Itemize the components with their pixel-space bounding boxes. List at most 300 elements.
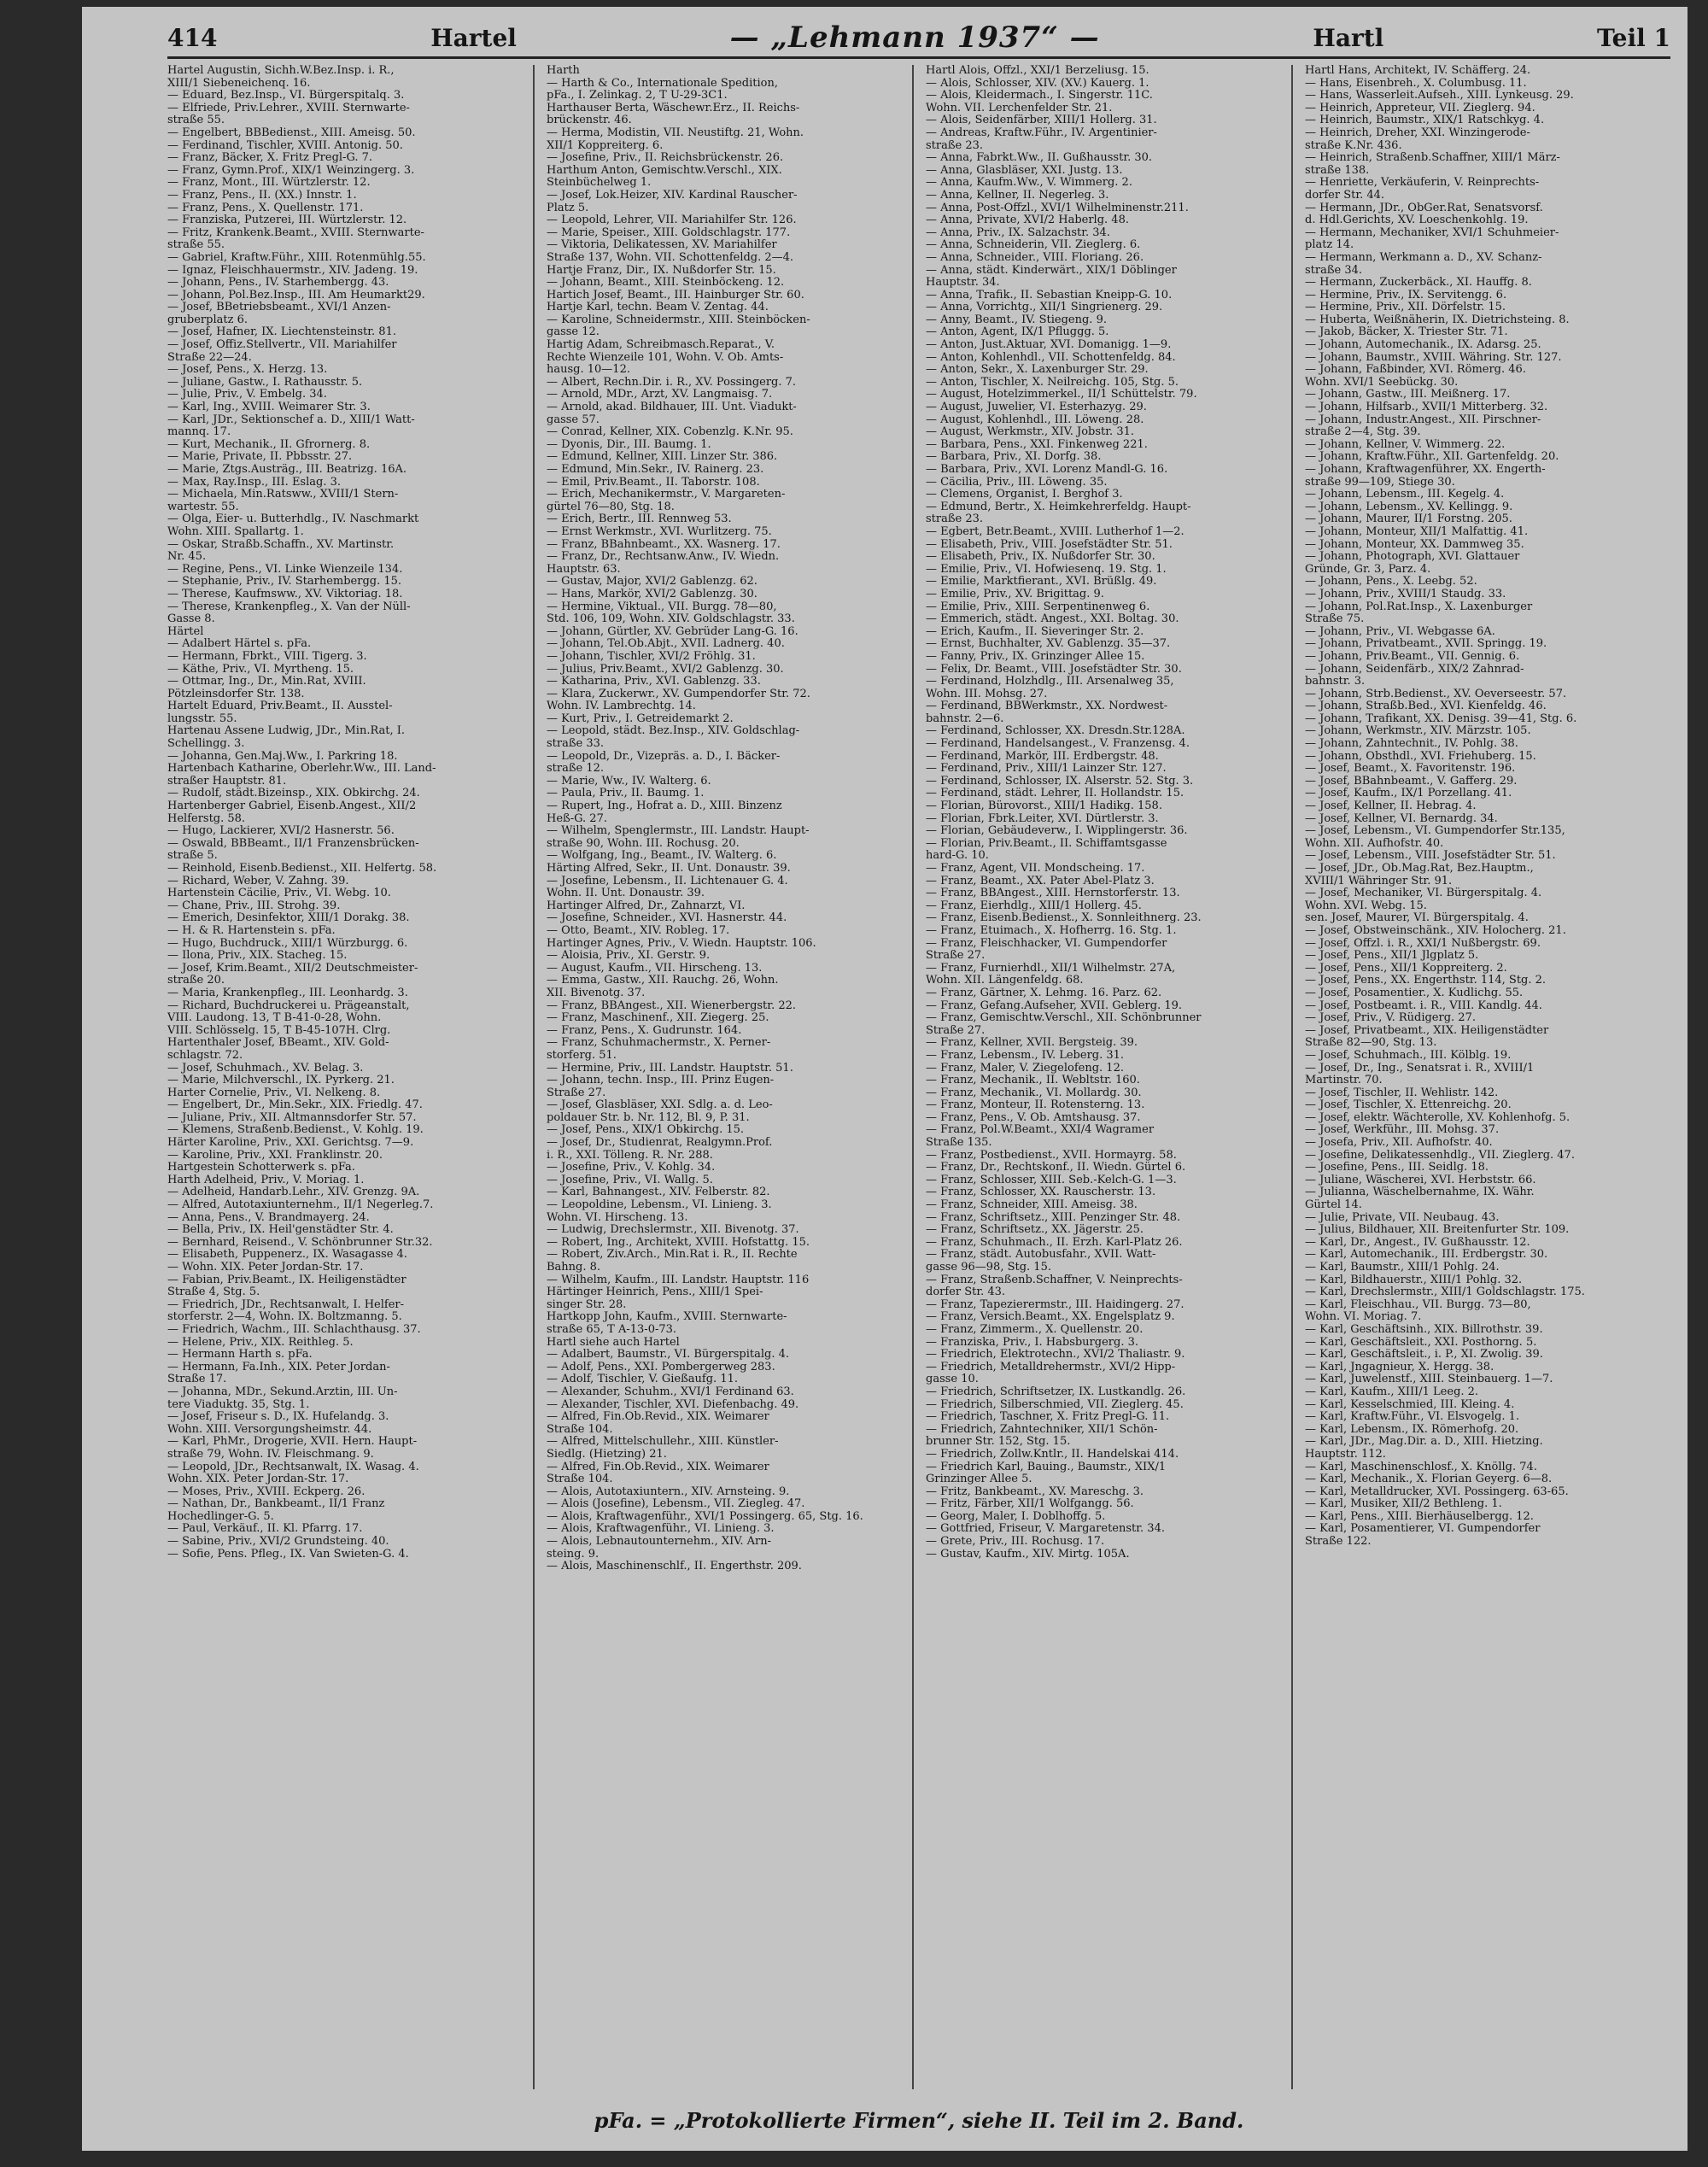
directory-entry: — Johann, Kellner, V. Wimmerg. 22. <box>1305 438 1506 451</box>
directory-entry: Hartkopp John, Kaufm., XVIII. Sternwarte- <box>547 1311 787 1324</box>
directory-entry: — Gustav, Major, XVI/2 Gablenzg. 62. <box>547 576 757 589</box>
directory-entry: Harth Adelheid, Priv., V. Moriag. 1. <box>167 1174 365 1186</box>
directory-entry: — Franz, Schriftsetz., XIII. Penzinger Str. 48. <box>926 1211 1181 1224</box>
directory-entry: — Josef, Glasbläser, XXI. Sdlg. a. d. Leo- <box>547 1099 773 1112</box>
directory-entry: — Dyonis, Dir., III. Baumg. 1. <box>547 438 711 451</box>
directory-entry: — Maria, Krankenpfleg., III. Leonhardg. 3. <box>167 987 408 999</box>
directory-entry: — Paula, Priv., II. Baumg. 1. <box>547 788 705 800</box>
directory-entry: — Josefine, Pens., III. Seidlg. 18. <box>1305 1162 1489 1174</box>
directory-entry: — Josef, Schuhmach., XV. Belag. 3. <box>167 1062 364 1075</box>
page-number: 414 <box>167 23 218 52</box>
directory-entry: — Johann, Tel.Ob.Abjt., XVII. Ladnerg. 40. <box>547 638 785 651</box>
directory-entry: — Rupert, Ing., Hofrat a. D., XIII. Binzenz <box>547 800 782 813</box>
directory-entry: — Edmund, Kellner, XIII. Linzer Str. 386. <box>547 451 778 464</box>
directory-entry: — Marie, Private, II. Pbbsstr. 27. <box>167 451 353 464</box>
directory-entry: VIII. Schlösselg. 15, T B-45-107H. Clrg. <box>167 1024 391 1037</box>
directory-entry: straße 34. <box>1305 264 1363 277</box>
directory-entry: — Cäcilia, Priv., III. Löweng. 35. <box>926 476 1108 489</box>
directory-entry: — Karl, Bildhauerstr., XIII/1 Pohlg. 32. <box>1305 1274 1523 1286</box>
directory-entry: singer Str. 28. <box>547 1298 627 1311</box>
directory-entry: Straße 27. <box>926 1024 986 1037</box>
directory-entry: — Fritz, Bankbeamt., XV. Mareschg. 3. <box>926 1485 1144 1498</box>
directory-entry: — Johann, Pol.Rat.Insp., X. Laxenburger <box>1305 600 1533 613</box>
directory-entry: — Johann, Gastw., III. Meißnerg. 17. <box>1305 389 1511 401</box>
directory-entry: Nr. 45. <box>167 551 207 564</box>
directory-entry: — Gabriel, Kraftw.Führ., XIII. Rotenmühlg.55. <box>167 251 426 264</box>
directory-entry: — Hermann, Fa.Inh., XIX. Peter Jordan- <box>167 1361 390 1373</box>
directory-entry: Hochedlinger-G. 5. <box>167 1510 274 1523</box>
directory-entry: — Josef, elektr. Wächterolle, XV. Kohlenhofg. 5. <box>1305 1111 1571 1124</box>
directory-entry: — Johann, Industr.Angest., XII. Pirschner- <box>1305 413 1541 426</box>
directory-entry: — Erich, Bertr., III. Rennweg 53. <box>547 513 732 526</box>
directory-entry: — Katharina, Priv., XVI. Gablenzg. 33. <box>547 676 761 688</box>
directory-entry: Wohn. XVI/1 Seebückg. 30. <box>1305 376 1459 389</box>
directory-entry: — Karl, Geschäftsleit., i. P., XI. Zwolig. 39. <box>1305 1349 1543 1362</box>
directory-entry: — Ernst, Buchhalter, XV. Gablenzg. 35—37. <box>926 638 1171 651</box>
directory-entry: — Herma, Modistin, VII. Neustiftg. 21, Wohn. <box>547 126 804 139</box>
directory-entry: — Josef, Obstweinschänk., XIV. Holocherg. 21. <box>1305 924 1566 937</box>
directory-entry: Hartich Josef, Beamt., III. Hainburger Str. 60. <box>547 289 804 302</box>
directory-entry: — Erich, Kaufm., II. Sieveringer Str. 2. <box>926 625 1144 638</box>
directory-entry: — Wilhelm, Spenglermstr., III. Landstr. Haupt- <box>547 825 810 838</box>
directory-entry: — Ferdinand, Priv., XIII/1 Lainzer Str. 127. <box>926 763 1167 776</box>
directory-entry: — Friedrich, Taschner, X. Fritz Pregl-G. 11. <box>926 1411 1170 1424</box>
directory-entry: Wohn. XII. Aufhofstr. 40. <box>1305 837 1444 850</box>
directory-entry: — Alfred, Mittelschullehr., XIII. Künstler- <box>547 1436 779 1449</box>
directory-entry: — Josef, Friseur s. D., IX. Hufelandg. 3. <box>167 1411 389 1424</box>
directory-entry: — Fritz, Färber, XII/1 Wolfgangg. 56. <box>926 1498 1134 1511</box>
directory-entry: — Anna, Fabrkt.Ww., II. Gußhausstr. 30. <box>926 152 1153 165</box>
directory-entry: — Leopold, Lehrer, VII. Mariahilfer Str. 126. <box>547 214 797 227</box>
column-2 <box>547 65 914 2089</box>
directory-entry: Hartje Karl, techn. Beam V. Zentag. 44. <box>547 302 769 314</box>
directory-entry: straße 55. <box>167 239 225 252</box>
directory-entry: — Josef, Werkführ., III. Mohsg. 37. <box>1305 1124 1500 1137</box>
directory-entry: — Karl, Maschinenschlosf., X. Knöllg. 74. <box>1305 1461 1537 1473</box>
directory-entry: — Edmund, Bertr., X. Heimkehrerfeldg. Haupt- <box>926 501 1191 513</box>
directory-entry: Wohn. VI. Moriag. 7. <box>1305 1311 1422 1324</box>
directory-entry: Härter Karoline, Priv., XXI. Gerichtsg. 7—9. <box>167 1137 414 1150</box>
directory-entry: — Anna, Pens., V. Brandmayerg. 24. <box>167 1211 370 1224</box>
directory-entry: — Leopold, städt. Bez.Insp., XIV. Goldschlag- <box>547 725 800 738</box>
directory-entry: — Karl, Bahnangest., XIV. Felberstr. 82. <box>547 1186 770 1199</box>
directory-entry: Grinzinger Allee 5. <box>926 1473 1032 1486</box>
directory-entry: — Josefine, Priv., V. Kohlg. 34. <box>547 1162 716 1174</box>
directory-entry: — Andreas, Kraftw.Führ., IV. Argentinier- <box>926 126 1157 139</box>
directory-entry: — Franz, Pens., X. Quellenstr. 171. <box>167 202 364 214</box>
directory-entry: Straße 75. <box>1305 613 1365 626</box>
directory-entry: — Karl, Baumstr., XIII/1 Pohlg. 24. <box>1305 1262 1500 1274</box>
directory-entry: — Ferdinand, Schlosser, IX. Alserstr. 52. Stg. 3. <box>926 775 1194 788</box>
directory-entry: — Anna, Schneiderin, VII. Zieglerg. 6. <box>926 239 1141 252</box>
directory-entry: — Marie, Ztgs.Austräg., III. Beatrizg. 16A. <box>167 464 407 476</box>
directory-entry: — Ernst Werkmstr., XVI. Wurlitzerg. 75. <box>547 525 772 538</box>
directory-entry: — Florian, Priv.Beamt., II. Schiffamtsgasse <box>926 837 1167 850</box>
directory-entry: — Karl, Musiker, XII/2 Bethleng. 1. <box>1305 1498 1502 1511</box>
directory-entry: — Josef, Lok.Heizer, XIV. Kardinal Rauscher- <box>547 189 798 202</box>
directory-entry: — Franz, Eierhdlg., XIII/1 Hollerg. 45. <box>926 899 1142 912</box>
directory-entry: Harthauser Berta, Wäschewr.Erz., II. Reichs- <box>547 102 800 114</box>
directory-entry: — Franz, Beamt., XX. Pater Abel-Platz 3. <box>926 875 1155 887</box>
directory-entry: gasse 10. <box>926 1373 979 1386</box>
directory-entry: Gründe, Gr. 3, Parz. 4. <box>1305 563 1431 576</box>
directory-entry: Pötzleinsdorfer Str. 138. <box>167 688 305 700</box>
directory-page <box>82 7 1688 2151</box>
directory-entry: — Franz, Versich.Beamt., XX. Engelsplatz 9. <box>926 1311 1175 1324</box>
directory-entry: — Franz, Monteur, II. Rotensterng. 13. <box>926 1099 1145 1112</box>
directory-entry: — Clemens, Organist, I. Berghof 3. <box>926 489 1123 501</box>
directory-entry: — Franziska, Putzerei, III. Würtzlerstr. 12. <box>167 214 407 227</box>
footer-note: pFa. = „Protokollierte Firmen“, siehe II. Teil im 2. Band. <box>594 2108 1244 2133</box>
directory-entry: brunner Str. 152, Stg. 15. <box>926 1436 1071 1449</box>
directory-entry: — Hermine, Priv., IX. Servitengg. 6. <box>1305 289 1507 302</box>
directory-entry: — Karoline, Priv., XXI. Franklinstr. 20. <box>167 1149 383 1162</box>
directory-entry: — Friedrich, JDr., Rechtsanwalt, I. Helfer- <box>167 1298 405 1311</box>
directory-entry: — Adolf, Tischler, V. Gießaufg. 11. <box>547 1373 738 1386</box>
directory-entry: — Josef, Lebensm., VIII. Josefstädter Str. 51. <box>1305 850 1556 863</box>
directory-entry: — Emilie, Priv., VI. Hofwiesenq. 19. Stg. 1. <box>926 563 1167 576</box>
directory-entry: — Franz, BBahnbeamt., XX. Wasnerg. 17. <box>547 538 781 551</box>
directory-entry: — Ignaz, Fleischhauermstr., XIV. Jadeng. 19. <box>167 264 418 277</box>
directory-entry: — Johann, Automechanik., IX. Adarsg. 25. <box>1305 339 1541 352</box>
directory-entry: — Regine, Pens., VI. Linke Wienzeile 134. <box>167 563 403 576</box>
directory-entry: — Franz, städt. Autobusfahr., XVII. Watt- <box>926 1249 1156 1262</box>
directory-entry: dorfer Str. 44. <box>1305 189 1385 202</box>
directory-entry: — Emmerich, städt. Angest., XXI. Boltag. 30. <box>926 613 1179 626</box>
directory-entry: — Marie, Ww., IV. Walterg. 6. <box>547 775 711 788</box>
directory-entry: — Ilona, Priv., XIX. Stacheg. 15. <box>167 950 348 963</box>
directory-entry: — Josef, Pens., XIX/1 Obkirchg. 15. <box>547 1124 745 1137</box>
directory-entry: brückenstr. 46. <box>547 114 632 127</box>
directory-entry: — Karl, Geschäftsleit., XXI. Posthorng. 5. <box>1305 1336 1537 1349</box>
directory-entry: — Anton, Tischler, X. Neilreichg. 105, Stg. 5. <box>926 376 1179 389</box>
directory-entry: — Karl, Ing., XVIII. Weimarer Str. 3. <box>167 401 371 414</box>
directory-entry: XII. Bivenotg. 37. <box>547 987 646 999</box>
directory-entry: — August, Werkmstr., XIV. Jobstr. 31. <box>926 426 1134 439</box>
directory-entry: — Olga, Eier- u. Butterhdlg., IV. Naschmarkt <box>167 513 419 526</box>
directory-entry: — Franz, Zimmerm., X. Quellenstr. 20. <box>926 1323 1144 1336</box>
directory-entry: lungsstr. 55. <box>167 712 237 725</box>
directory-entry: Wohn. VI. Hirscheng. 13. <box>547 1211 688 1224</box>
directory-entry: XIII/1 Siebeneichenq. 16. <box>167 77 311 90</box>
directory-entry: Steinbüchelweg 1. <box>547 177 652 190</box>
directory-entry: — Otto, Beamt., XIV. Robleg. 17. <box>547 924 730 937</box>
directory-entry: Helferstg. 58. <box>167 812 246 825</box>
directory-entry: — Elfriede, Priv.Lehrer., XVIII. Sternwarte- <box>167 102 410 114</box>
directory-entry: — Egbert, Betr.Beamt., XVIII. Lutherhof 1—2. <box>926 525 1184 538</box>
directory-entry: Straße 27. <box>547 1086 606 1099</box>
directory-entry: Wohn. II. Unt. Donaustr. 39. <box>547 887 705 900</box>
directory-entry: — Josef, Kellner, VI. Bernardg. 34. <box>1305 812 1498 825</box>
directory-entry: — Arnold, akad. Bildhauer, III. Unt. Viadukt- <box>547 401 797 414</box>
directory-entry: — Moses, Priv., XVIII. Eckperg. 26. <box>167 1485 366 1498</box>
directory-entry: — August, Kaufm., VII. Hirscheng. 13. <box>547 962 763 975</box>
directory-entry: straße 99—109, Stiege 30. <box>1305 476 1455 489</box>
directory-entry: — Johann, Priv., VI. Webgasse 6A. <box>1305 625 1495 638</box>
directory-entry: — Karl, Mechanik., X. Florian Geyerg. 6—8. <box>1305 1473 1553 1486</box>
directory-entry: — Emma, Gastw., XII. Rauchg. 26, Wohn. <box>547 975 779 987</box>
directory-entry: — Franz, Schriftsetz., XX. Jägerstr. 25. <box>926 1224 1144 1237</box>
directory-entry: — Johann, Pol.Bez.Insp., III. Am Heumarkt29. <box>167 289 425 302</box>
directory-entry: — Alois, Maschinenschlf., II. Engerthstr. 209. <box>547 1561 802 1573</box>
directory-entry: — Franz, Pens., X. Gudrunstr. 164. <box>547 1024 742 1037</box>
directory-entry: — Hermann, Werkmann a. D., XV. Schanz- <box>1305 251 1542 264</box>
directory-entry: — Franz, Tapezierermstr., III. Haidingerg. 27. <box>926 1298 1184 1311</box>
directory-entry: — Josefine, Priv., VI. Wallg. 5. <box>547 1174 713 1186</box>
directory-entry: gasse 12. <box>547 326 600 339</box>
directory-entry: — Josef, BBetriebsbeamt., XVI/1 Anzen- <box>167 302 391 314</box>
directory-entry: — Grete, Priv., III. Rochusg. 17. <box>926 1536 1105 1549</box>
directory-entry: — Leopoldine, Lebensm., VI. Linieng. 3. <box>547 1199 772 1212</box>
directory-entry: — Johann, Monteur, XX. Dammweg 35. <box>1305 538 1524 551</box>
header-right-word: Hartl <box>1313 23 1384 52</box>
directory-entry: — Josef, JDr., Ob.Mag.Rat, Bez.Hauptm., <box>1305 863 1534 875</box>
directory-entry: — Franz, Agent, VII. Mondscheing. 17. <box>926 863 1145 875</box>
directory-entry: — Karl, Automechanik., III. Erdbergstr. 30. <box>1305 1249 1548 1262</box>
directory-entry: — Josefa, Priv., XII. Aufhofstr. 40. <box>1305 1137 1493 1150</box>
directory-entry: — Engelbert, Dr., Min.Sekr., XIX. Friedlg. 47. <box>167 1099 423 1112</box>
directory-entry: — Karl, Fleischhau., VII. Burgg. 73—80, <box>1305 1298 1531 1311</box>
directory-entry: — Johann, techn. Insp., III. Prinz Eugen- <box>547 1075 775 1087</box>
directory-entry: — Franz, Fleischhacker, VI. Gumpendorfer <box>926 937 1167 950</box>
directory-entry: — August, Kohlenhdl., III. Löweng. 28. <box>926 413 1144 426</box>
directory-entry: — Karl, Drechslermstr., XIII/1 Goldschlagstr. 175. <box>1305 1286 1585 1299</box>
directory-entry: — Conrad, Kellner, XIX. Cobenzlg. K.Nr. 95. <box>547 426 793 439</box>
directory-entry: straße 23. <box>926 513 984 526</box>
directory-entry: — Franz, Schuhmachermstr., X. Perner- <box>547 1037 771 1050</box>
directory-entry: steing. 9. <box>547 1548 600 1561</box>
directory-entry: — Alois, Autotaxiuntern., XIV. Arnsteing. 9. <box>547 1485 790 1498</box>
directory-entry: — Johann, Tischler, XVI/2 Fröhlg. 31. <box>547 650 756 663</box>
directory-entry: straße 55. <box>167 114 225 127</box>
page-header <box>167 19 1670 59</box>
directory-entry: Harter Cornelie, Priv., VI. Nelkeng. 8. <box>167 1086 381 1099</box>
directory-entry: — Josef, Mechaniker, VI. Bürgerspitalg. 4. <box>1305 887 1542 900</box>
directory-entry: — Franz, Gefang.Aufseher, XVII. Geblerg. 19. <box>926 999 1183 1012</box>
directory-entry: XII/1 Koppreiterg. 6. <box>547 139 664 152</box>
directory-entry: — Anna, Trafik., II. Sebastian Kneipp-G. 10. <box>926 289 1173 302</box>
directory-entry: — Josef, Posamentier., X. Kudlichg. 55. <box>1305 987 1524 999</box>
directory-entry: — Gustav, Kaufm., XIV. Mirtg. 105A. <box>926 1548 1130 1561</box>
directory-entry: Hartinger Alfred, Dr., Zahnarzt, VI. <box>547 899 746 912</box>
directory-entry: — Johann, Hilfsarb., XVII/1 Mitterberg. 32. <box>1305 401 1548 414</box>
directory-entry: — Julius, Bildhauer, XII. Breitenfurter Str. 109. <box>1305 1224 1570 1237</box>
column-3 <box>926 65 1293 2089</box>
directory-entry: — Bella, Priv., IX. Heil'genstädter Str. 4. <box>167 1224 394 1237</box>
directory-entry: — Emerich, Desinfektor, XIII/1 Dorakg. 38. <box>167 912 410 925</box>
directory-entry: — Josef, Offiz.Stellvertr., VII. Mariahilfer <box>167 339 397 352</box>
directory-entry: — Johann, Maurer, II/1 Forstng. 205. <box>1305 513 1512 526</box>
directory-entry: Straße 137, Wohn. VII. Schottenfeldg. 2—4. <box>547 251 794 264</box>
directory-entry: — Barbara, Priv., XVI. Lorenz Mandl-G. 16. <box>926 464 1168 476</box>
column-1 <box>167 65 535 2089</box>
directory-entry: — Emilie, Marktfierant., XVI. Brüßlg. 49. <box>926 576 1157 589</box>
directory-entry: — Fabian, Priv.Beamt., IX. Heiligenstädter <box>167 1274 407 1286</box>
directory-entry: — Josef, Pens., XII/1 Koppreiterg. 2. <box>1305 962 1507 975</box>
directory-entry: — Johann, Faßbinder, XVI. Römerg. 46. <box>1305 364 1526 377</box>
directory-entry: — Josef, Dr., Studienrat, Realgymn.Prof. <box>547 1137 773 1150</box>
directory-entry: — Josef, Lebensm., VI. Gumpendorfer Str.135, <box>1305 825 1565 838</box>
directory-entry: — Sabine, Priv., XVI/2 Grundsteing. 40. <box>167 1536 389 1549</box>
directory-entry: Wohn. XIX. Peter Jordan-Str. 17. <box>167 1473 349 1486</box>
directory-entry: — Josef, Tischler, II. Wehlistr. 142. <box>1305 1086 1499 1099</box>
directory-entry: Straße 82—90, Stg. 13. <box>1305 1037 1437 1050</box>
directory-entry: Straße 22—24. <box>167 351 252 364</box>
directory-entry: — Franz, Gärtner, X. Lehmg. 16. Parz. 62. <box>926 987 1162 999</box>
directory-entry: — Josef, Hafner, IX. Liechtensteinstr. 81. <box>167 326 396 339</box>
directory-entry: straße 12. <box>547 763 605 776</box>
directory-entry: — Josef, Pens., XX. Engerthstr. 114, Stg. 2. <box>1305 975 1547 987</box>
directory-entry: — Karl, JDr., Sektionschef a. D., XIII/1 Watt- <box>167 413 415 426</box>
directory-entry: Hartenthaler Josef, BBeamt., XIV. Gold- <box>167 1037 389 1050</box>
directory-entry: — Alois, Kraftwagenführ., VI. Linieng. 3. <box>547 1523 775 1536</box>
directory-entry: straße 23. <box>926 139 984 152</box>
directory-entry: — Johann, Privatbeamt., XVII. Springg. 19. <box>1305 638 1547 651</box>
directory-entry: — Josef, Schuhmach., III. Kölblg. 19. <box>1305 1049 1512 1062</box>
directory-entry: — Karl, Kraftw.Führ., VI. Elsvogelg. 1. <box>1305 1411 1520 1424</box>
directory-entry: Hartl Alois, Offzl., XXI/1 Berzeliusg. 15. <box>926 65 1149 77</box>
directory-entry: — Alois, Lebnautounternehm., XIV. Arn- <box>547 1536 771 1549</box>
directory-entry: — Hermann Harth s. pFa. <box>167 1349 313 1362</box>
directory-entry: — Johann, Zahntechnit., IV. Pohlg. 38. <box>1305 738 1518 751</box>
directory-entry: — Franz, Schlosser, XX. Rauscherstr. 13. <box>926 1186 1156 1199</box>
directory-entry: XVIII/1 Währinger Str. 91. <box>1305 875 1453 887</box>
directory-entry: — Rudolf, städt.Bizeinsp., XIX. Obkirchg. 24. <box>167 788 420 800</box>
directory-entry: — Henriette, Verkäuferin, V. Reinprechts- <box>1305 177 1540 190</box>
directory-entry: — Therese, Krankenpfleg., X. Van der Nüll- <box>167 600 411 613</box>
directory-entry: — Josef, Tischler, X. Ettenreichg. 20. <box>1305 1099 1512 1112</box>
directory-entry: — Ferdinand, Markör, III. Erdbergstr. 48. <box>926 750 1159 763</box>
directory-entry: — Elisabeth, Puppenerz., IX. Wasagasse 4. <box>167 1249 407 1262</box>
directory-entry: — Florian, Gebäudeverw., I. Wipplingerstr. 36. <box>926 825 1188 838</box>
directory-entry: Harthum Anton, Gemischtw.Verschl., XIX. <box>547 164 782 177</box>
entry-columns <box>167 65 1670 2089</box>
directory-entry: — Adalbert Härtel s. pFa. <box>167 638 312 651</box>
directory-entry: — Juliane, Gastw., I. Rathausstr. 5. <box>167 376 363 389</box>
directory-entry: — Richard, Weber, V. Zahng. 39. <box>167 875 349 887</box>
directory-entry: Straße 135. <box>926 1137 992 1150</box>
directory-entry: — Marie, Speiser., XIII. Goldschlagstr. 177. <box>547 226 791 239</box>
directory-entry: straße 2—4, Stg. 39. <box>1305 426 1421 439</box>
directory-entry: — Johann, Beamt., XIII. Steinböckeng. 12. <box>547 277 785 290</box>
directory-entry: — Johann, Photograph, XVI. Glattauer <box>1305 551 1520 564</box>
directory-entry: mannq. 17. <box>167 426 231 439</box>
directory-entry: — Franziska, Priv., I. Habsburgerg. 3. <box>926 1336 1138 1349</box>
directory-entry: straße 20. <box>167 975 225 987</box>
directory-entry: — Josefine, Delikatessenhdlg., VII. Zieglerg. 47. <box>1305 1149 1575 1162</box>
directory-entry: — Franz, Postbedienst., XVII. Hormayrg. 58. <box>926 1149 1177 1162</box>
directory-entry: — Albert, Rechn.Dir. i. R., XV. Possingerg. 7. <box>547 376 797 389</box>
directory-entry: — Franz, Schuhmach., II. Erzh. Karl-Platz 26. <box>926 1236 1183 1249</box>
directory-entry: — Josef, Dr., Ing., Senatsrat i. R., XVIII/1 <box>1305 1062 1535 1075</box>
directory-entry: — Leopold, JDr., Rechtsanwalt, IX. Wasag. 4. <box>167 1461 419 1473</box>
directory-entry: VIII. Laudong. 13, T B-41-0-28, Wohn. <box>167 1012 382 1025</box>
directory-entry: bahnstr. 3. <box>1305 676 1366 688</box>
directory-entry: — Klemens, Straßenb.Bedienst., V. Kohlg. 19. <box>167 1124 424 1137</box>
directory-entry: Hartig Adam, Schreibmasch.Reparat., V. <box>547 339 775 352</box>
directory-entry: — August, Hotelzimmerkel., II/1 Schüttelstr. 79. <box>926 389 1197 401</box>
directory-entry: — Friedrich, Zollw.Kntlr., II. Handelskai 414. <box>926 1448 1179 1461</box>
directory-entry: — Alfred, Fin.Ob.Revid., XIX. Weimarer <box>547 1461 769 1473</box>
directory-entry: — Franz, Maschinenf., XII. Ziegerg. 25. <box>547 1012 769 1025</box>
directory-entry: — Florian, Fbrk.Leiter, XVI. Dürtlerstr. 3. <box>926 812 1159 825</box>
directory-entry: — Johann, Gürtler, XV. Gebrüder Lang-G. 16. <box>547 625 798 638</box>
directory-entry: — Florian, Bürovorst., XIII/1 Hadikg. 158. <box>926 800 1162 813</box>
directory-entry: sen. Josef, Maurer, VI. Bürgerspitalg. 4. <box>1305 912 1529 925</box>
directory-entry: straßer Hauptstr. 81. <box>167 775 287 788</box>
directory-entry: — Johann, Monteur, XII/1 Malfattig. 41. <box>1305 525 1529 538</box>
directory-entry: — Friedrich Karl, Bauing., Baumstr., XIX/1 <box>926 1461 1167 1473</box>
directory-entry: — Alexander, Tischler, XVI. Diefenbachg. 49. <box>547 1398 799 1411</box>
directory-entry: — Johann, Priv., XVIII/1 Staudg. 33. <box>1305 588 1506 600</box>
directory-entry: — Hermine, Viktual., VII. Burgg. 78—80, <box>547 600 777 613</box>
directory-entry: — Anna, städt. Kinderwärt., XIX/1 Döblinger <box>926 264 1177 277</box>
directory-entry: Hartenstein Cäcilie, Priv., VI. Webg. 10. <box>167 887 391 900</box>
directory-entry: Hartinger Agnes, Priv., V. Wiedn. Hauptstr. 106. <box>547 937 816 950</box>
directory-entry: — Karl, Lebensm., IX. Römerhofg. 20. <box>1305 1423 1519 1436</box>
directory-entry: — Juliane, Wäscherei, XVI. Herbststr. 66. <box>1305 1174 1536 1186</box>
directory-entry: Gasse 8. <box>167 613 215 626</box>
directory-entry: — Anna, Private, XVI/2 Haberlg. 48. <box>926 214 1129 227</box>
directory-entry: — Anton, Agent, IX/1 Pfluggg. 5. <box>926 326 1109 339</box>
directory-entry: — Viktoria, Delikatessen, XV. Mariahilfer <box>547 239 777 252</box>
directory-entry: — Harth & Co., Internationale Spedition, <box>547 77 779 90</box>
directory-entry: — Felix, Dr. Beamt., VIII. Josefstädter Str. 30. <box>926 663 1182 676</box>
directory-entry: gasse 57. <box>547 413 600 426</box>
directory-entry: — Anton, Just.Aktuar, XVI. Domanigg. 1—9. <box>926 339 1172 352</box>
directory-entry: — Oskar, Straßb.Schaffn., XV. Martinstr. <box>167 538 395 551</box>
directory-entry: — Josef, Pens., X. Herzg. 13. <box>167 364 328 377</box>
directory-entry: — Franz, Schneider, XIII. Ameisg. 38. <box>926 1199 1138 1212</box>
directory-entry: — Josef, Postbeamt. i. R., VIII. Kandlg. 44. <box>1305 999 1542 1012</box>
directory-entry: — Julie, Priv., V. Embelg. 34. <box>167 389 327 401</box>
directory-entry: Rechte Wienzeile 101, Wohn. V. Ob. Amts- <box>547 351 784 364</box>
directory-entry: — Friedrich, Metalldrehermstr., XVI/2 Hipp- <box>926 1361 1176 1373</box>
directory-entry: — Wilhelm, Kaufm., III. Landstr. Hauptstr. 116 <box>547 1274 810 1286</box>
directory-entry: — Johann, Werkmstr., XIV. Märzstr. 105. <box>1305 725 1531 738</box>
directory-entry: — Johann, Pens., X. Leebg. 52. <box>1305 576 1477 589</box>
directory-entry: — Hermann, Fbrkt., VIII. Tigerg. 3. <box>167 650 367 663</box>
directory-entry: — Franz, Etuimach., X. Hofherrg. 16. Stg. 1. <box>926 924 1177 937</box>
directory-entry: — Hugo, Buchdruck., XIII/1 Würzburgg. 6. <box>167 937 408 950</box>
directory-entry: — Franz, Straßenb.Schaffner, V. Neinprechts- <box>926 1274 1183 1286</box>
directory-entry: — Oswald, BBBeamt., II/1 Franzensbrücken- <box>167 837 419 850</box>
directory-entry: — Johann, Strb.Bedienst., XV. Oeverseestr. 57. <box>1305 688 1567 700</box>
directory-entry: gasse 96—98, Stg. 15. <box>926 1262 1051 1274</box>
directory-entry: — Franz, Gymn.Prof., XIX/1 Weinzingerg. 3. <box>167 164 415 177</box>
directory-entry: Härtel <box>167 625 204 638</box>
directory-entry: — Aloisia, Priv., XI. Gerstr. 9. <box>547 950 711 963</box>
directory-entry: bahnstr. 2—6. <box>926 712 1004 725</box>
directory-entry: — Adalbert, Baumstr., VI. Bürgerspitalg. 4. <box>547 1349 789 1362</box>
directory-entry: — Hans, Wasserleit.Aufseh., XIII. Lynkeusg. 29. <box>1305 90 1574 102</box>
directory-entry: — Josefine, Schneider., XVI. Hasnerstr. 44. <box>547 912 787 925</box>
directory-entry: dorfer Str. 43. <box>926 1286 1006 1299</box>
directory-entry: — Hans, Eisenbreh., X. Columbusg. 11. <box>1305 77 1527 90</box>
directory-entry: — Alois, Kraftwagenführ., XVI/1 Possingerg. 65, Stg. 16. <box>547 1510 863 1523</box>
directory-entry: — Anna, Post-Offzl., XVI/1 Wilhelminenstr.211. <box>926 202 1189 214</box>
directory-entry: — Barbara, Pens., XXI. Finkenweg 221. <box>926 438 1148 451</box>
directory-entry: — Klara, Zuckerwr., XV. Gumpendorfer Str. 72. <box>547 688 810 700</box>
directory-entry: — Josef, Kaufm., IX/1 Porzellang. 41. <box>1305 788 1512 800</box>
directory-entry: — Franz, Eisenb.Bedienst., X. Sonnleithnerg. 23. <box>926 912 1202 925</box>
directory-entry: — Emilie, Priv., XV. Brigittag. 9. <box>926 588 1104 600</box>
directory-entry: — Franz, Bäcker, X. Fritz Pregl-G. 7. <box>167 152 373 165</box>
directory-entry: — Heinrich, Straßenb.Schaffner, XIII/1 März- <box>1305 152 1560 165</box>
directory-entry: — Ferdinand, Handelsangest., V. Franzensg. 4. <box>926 738 1190 751</box>
directory-entry: — Hermann, JDr., ObGer.Rat, Senatsvorsf. <box>1305 202 1543 214</box>
directory-entry: — Friedrich, Elektrotechn., XVI/2 Thaliastr. 9. <box>926 1349 1185 1362</box>
